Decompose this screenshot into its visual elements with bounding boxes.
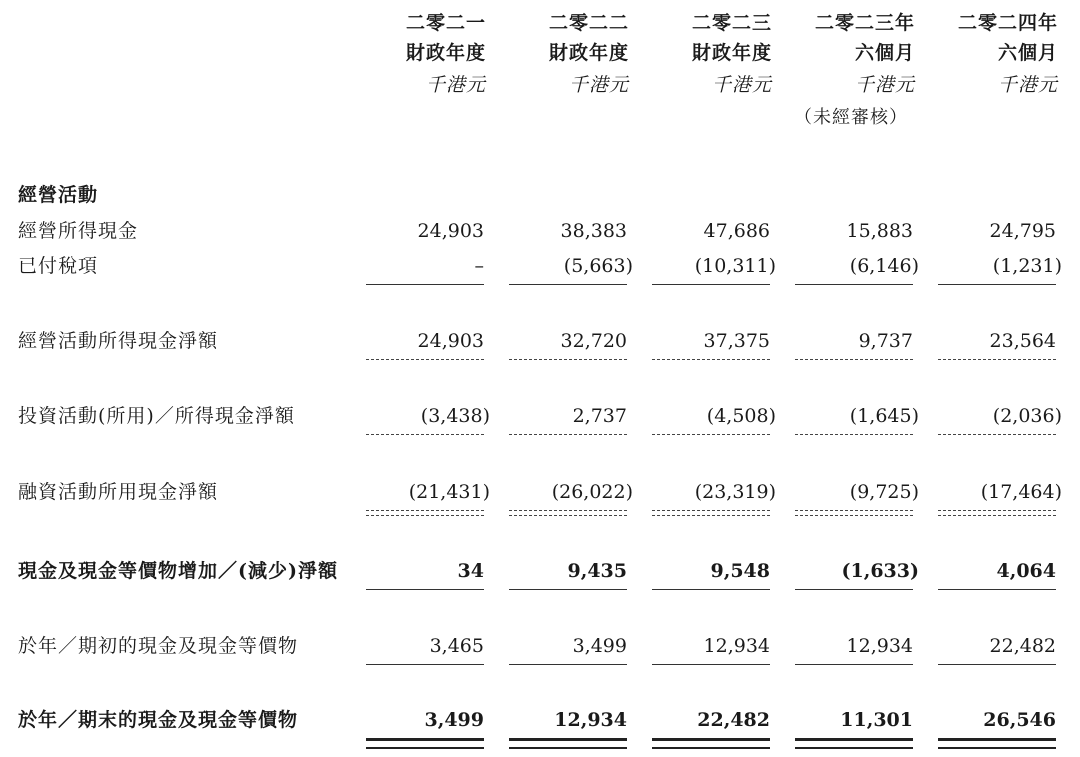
column-year: 二零二二 [548, 12, 629, 34]
dashed-rule [795, 434, 913, 435]
column-unit: 千港元 [568, 74, 629, 96]
cell-value: 11,301 [840, 709, 913, 731]
cell-value: 26,546 [983, 709, 1056, 731]
rule-line [366, 284, 484, 285]
rule-line [366, 664, 484, 665]
dashed-rule [652, 434, 770, 435]
column-unit: 千港元 [997, 74, 1058, 96]
rule-line [652, 664, 770, 665]
cell-value: (10,311) [694, 255, 776, 277]
cell-value: (6,146) [849, 255, 919, 277]
row-label: 經營活動所得現金淨額 [18, 330, 219, 352]
row-label: 現金及現金等價物增加／(減少)淨額 [18, 560, 338, 582]
rule-line [938, 589, 1056, 590]
column-header-6m2023 [765, 8, 915, 134]
column-unit: 千港元 [854, 74, 915, 96]
cell-value: 24,795 [989, 220, 1056, 242]
column-period: 六個月 [854, 42, 915, 64]
cell-value: 38,383 [560, 220, 627, 242]
rule-line [652, 589, 770, 590]
unaudited-note: （未經審核） [794, 107, 908, 128]
table-row [0, 556, 1080, 586]
table-row [0, 216, 1080, 246]
cell-value: 47,686 [703, 220, 770, 242]
table-row [0, 251, 1080, 281]
column-period: 財政年度 [405, 42, 486, 64]
cell-value: 2,737 [572, 405, 627, 427]
column-header-fy2021 [336, 8, 486, 102]
column-period: 財政年度 [548, 42, 629, 64]
dashed-rule [795, 359, 913, 360]
cell-value: (1,231) [992, 255, 1062, 277]
row-label: 於年／期末的現金及現金等價物 [18, 709, 299, 731]
rule-line [795, 589, 913, 590]
column-header-fy2023 [622, 8, 772, 102]
dashed-rule [366, 434, 484, 435]
row-label: 經營所得現金 [18, 220, 139, 242]
table-row [0, 401, 1080, 431]
cell-value: (23,319) [694, 481, 776, 503]
double-dashed-rule [795, 510, 913, 516]
rule-line [652, 284, 770, 285]
cell-value: 9,435 [567, 560, 627, 582]
cell-value: 22,482 [989, 635, 1056, 657]
cell-value: (4,508) [706, 405, 776, 427]
dashed-rule [938, 359, 1056, 360]
table-row [0, 631, 1080, 661]
column-unit: 千港元 [711, 74, 772, 96]
cell-value: 12,934 [703, 635, 770, 657]
cell-value: 24,903 [417, 330, 484, 352]
rule-line [938, 284, 1056, 285]
column-period: 六個月 [997, 42, 1058, 64]
cell-value: (3,438) [420, 405, 490, 427]
column-year: 二零二四年 [957, 12, 1058, 34]
rule-line [795, 284, 913, 285]
cell-value: – [474, 255, 484, 277]
cell-value: (9,725) [849, 481, 919, 503]
cell-value: (5,663) [563, 255, 633, 277]
double-total-rule [509, 738, 627, 749]
double-total-rule [938, 738, 1056, 749]
cell-value: (26,022) [551, 481, 633, 503]
cell-value: 3,499 [572, 635, 627, 657]
cell-value: (1,645) [849, 405, 919, 427]
cell-value: 34 [457, 560, 484, 582]
cell-value: 32,720 [560, 330, 627, 352]
cell-value: 9,548 [710, 560, 770, 582]
cell-value: 23,564 [989, 330, 1056, 352]
table-row [0, 477, 1080, 507]
rule-line [509, 589, 627, 590]
cell-value: 3,499 [424, 709, 484, 731]
cell-value: 37,375 [703, 330, 770, 352]
column-year: 二零二一 [405, 12, 486, 34]
dashed-rule [366, 359, 484, 360]
cell-value: 15,883 [846, 220, 913, 242]
row-label: 融資活動所用現金淨額 [18, 481, 219, 503]
column-year: 二零二三年 [814, 12, 915, 34]
column-header-fy2022 [479, 8, 629, 102]
column-unit: 千港元 [425, 74, 486, 96]
cell-value: 9,737 [858, 330, 913, 352]
cell-value: 22,482 [697, 709, 770, 731]
dashed-rule [509, 359, 627, 360]
double-dashed-rule [366, 510, 484, 516]
section-heading-operating: 經營活動 [18, 184, 99, 206]
cell-value: (17,464) [980, 481, 1062, 503]
cell-value: 3,465 [429, 635, 484, 657]
rule-line [795, 664, 913, 665]
table-row [0, 326, 1080, 356]
cell-value: 12,934 [846, 635, 913, 657]
cell-value: (1,633) [841, 560, 919, 582]
rule-line [938, 664, 1056, 665]
cell-value: (2,036) [992, 405, 1062, 427]
row-label: 已付稅項 [18, 255, 99, 277]
dashed-rule [652, 359, 770, 360]
rule-line [366, 589, 484, 590]
double-dashed-rule [509, 510, 627, 516]
column-year: 二零二三 [691, 12, 772, 34]
column-period: 財政年度 [691, 42, 772, 64]
row-label: 投資活動(所用)／所得現金淨額 [18, 405, 295, 427]
dashed-rule [938, 434, 1056, 435]
dashed-rule [509, 434, 627, 435]
double-total-rule [366, 738, 484, 749]
cell-value: 12,934 [554, 709, 627, 731]
double-dashed-rule [938, 510, 1056, 516]
double-dashed-rule [652, 510, 770, 516]
row-label: 於年／期初的現金及現金等價物 [18, 635, 299, 657]
column-header-6m2024 [908, 8, 1058, 102]
cell-value: 24,903 [417, 220, 484, 242]
double-total-rule [652, 738, 770, 749]
cell-value: (21,431) [408, 481, 490, 503]
rule-line [509, 664, 627, 665]
cell-value: 4,064 [996, 560, 1056, 582]
table-row [0, 705, 1080, 735]
double-total-rule [795, 738, 913, 749]
rule-line [509, 284, 627, 285]
